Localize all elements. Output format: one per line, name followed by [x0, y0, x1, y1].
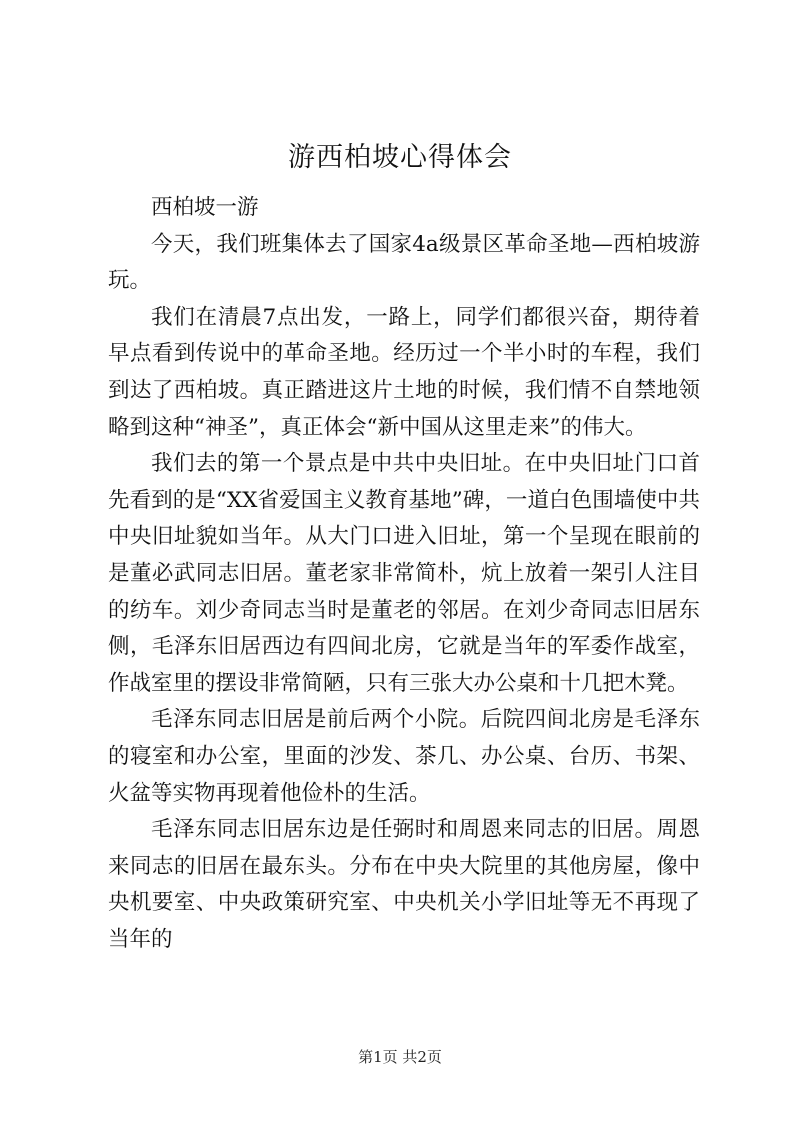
page-footer: 第1页 共2页 — [358, 1048, 442, 1066]
document-title: 游西柏坡心得体会 — [288, 142, 512, 173]
paragraph: 今天，我们班集体去了国家4a级景区革命圣地—西柏坡游玩。 — [108, 231, 700, 294]
paragraph: 我们去的第一个景点是中共中央旧址。在中央旧址门口首先看到的是“XX省爱国主义教育基地”碑，一道白色围墙使中共中央旧址貌如当年。从大门口进入旧址，第一个呈现在眼前的是董必武同志旧居。董老家非常简朴，炕上放着一架引人注目的纺车。刘少奇同志当时是董老的邻居。在刘少奇同志旧居东侧，毛泽东旧居西边有四间北房，它就是当年的军委作战室，作战室里的摆设非常简陋，只有三张大办公桌和十几把木凳。 — [108, 451, 700, 696]
paragraph: 毛泽东同志旧居是前后两个小院。后院四间北房是毛泽东的寝室和办公室，里面的沙发、茶几、办公桌、台历、书架、火盆等实物再现着他俭朴的生活。 — [108, 707, 700, 806]
paragraph: 毛泽东同志旧居东边是任弼时和周恩来同志的旧居。周恩来同志的旧居在最东头。分布在中央大院里的其他房屋，像中央机要室、中央政策研究室、中央机关小学旧址等无不再现了当年的 — [108, 817, 700, 952]
paragraph: 西柏坡一游 — [151, 195, 259, 220]
paragraph: 我们在清晨7点出发，一路上，同学们都很兴奋，期待着早点看到传说中的革命圣地。经历过一个半小时的车程，我们到达了西柏坡。真正踏进这片土地的时候，我们情不自禁地领略到这种“神圣”，真正体会“新中国从这里走来”的伟大。 — [108, 304, 700, 440]
document-body — [108, 190, 700, 958]
